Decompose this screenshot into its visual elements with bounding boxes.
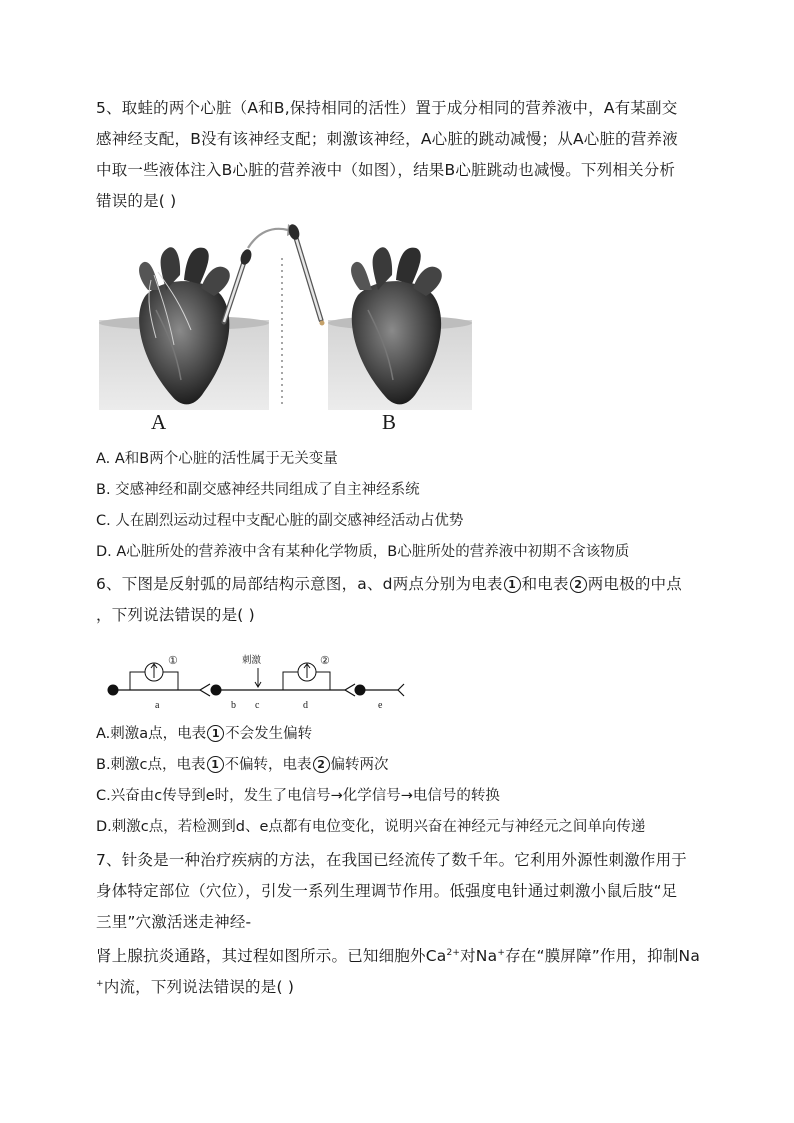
q6-option-b-text: 不偏转，电表: [224, 757, 312, 773]
q6-text-part: 6、下图是反射弧的局部结构示意图，a、d两点分别为电表: [96, 575, 503, 593]
dropper-left: [224, 248, 253, 322]
synapse-3-icon: [398, 684, 404, 696]
circled-number-1: 1: [207, 756, 224, 773]
na-superscript: +: [497, 948, 506, 958]
point-e-label: e: [378, 700, 383, 711]
q6-text-part: 和电表: [521, 575, 569, 593]
q7-text-part: 存在“膜屏障”作用，抑制Na: [505, 947, 701, 966]
question-5-line-4: 错误的是( ): [96, 192, 177, 210]
point-b-label: b: [231, 700, 236, 711]
question-7-line-4: [96, 938, 700, 972]
ca-superscript: 2+: [446, 948, 461, 958]
question-6-line-1: [96, 569, 700, 600]
q6-option-b-text: 偏转两次: [330, 757, 389, 773]
q7-text-part: 内流，下列说法错误的是( ): [103, 978, 295, 997]
meter-1-label: ①: [168, 655, 178, 667]
transfer-arrow: [248, 229, 288, 248]
q6-option-b: [96, 755, 389, 775]
q5-option-b: B. 交感神经和副交感神经共同组成了自主神经系统: [96, 482, 420, 498]
q7-text-part: 肾上腺抗炎通路，其过程如图所示。已知细胞外Ca: [96, 947, 447, 966]
q6-option-a-text: 不会发生偏转: [225, 726, 313, 742]
q6-option-d: D.刺激c点，若检测到d、e点都有电位变化，说明兴奋在神经元与神经元之间单向传递: [96, 819, 646, 835]
question-7-line-5: [96, 969, 700, 1003]
na-superscript: +: [96, 979, 104, 989]
q7-text-part: 对Na: [460, 947, 498, 966]
figure-label-a: A: [151, 410, 167, 434]
synapse-1-icon: [200, 684, 210, 696]
reflex-arc-diagram: [100, 650, 410, 712]
question-7-line-2: 身体特定部位（穴位），引发一系列生理调节作用。低强度电针通过刺激小鼠后肢“足: [96, 882, 678, 900]
circled-number-2: 2: [570, 576, 587, 593]
meter-2-label: ②: [320, 655, 330, 667]
question-5-line-2: 感神经支配，B没有该神经支配；刺激该神经，A心脏的跳动减慢；从A心脏的营养液: [96, 130, 678, 148]
q6-option-b-text: B.刺激c点，电表: [96, 757, 206, 773]
question-7-line-1: 7、针灸是一种治疗疾病的方法，在我国已经流传了数千年。它利用外源性刺激作用于: [96, 851, 687, 869]
point-a-label: a: [155, 700, 160, 711]
question-6-line-2: ，下列说法错误的是( ): [96, 606, 255, 624]
dropper-right: [287, 223, 325, 326]
question-5-line-3: 中取一些液体注入B心脏的营养液中（如图），结果B心脏跳动也减慢。下列相关分析: [96, 161, 676, 179]
q5-option-c: C. 人在剧烈运动过程中支配心脏的副交感神经活动占优势: [96, 513, 464, 529]
circled-number-2: 2: [313, 756, 330, 773]
q5-option-d: D. A心脏所处的营养液中含有某种化学物质，B心脏所处的营养液中初期不含该物质: [96, 544, 630, 560]
circled-number-1: 1: [504, 576, 521, 593]
synapse-2-icon: [345, 684, 355, 696]
q5-option-a: A. A和B两个心脏的活性属于无关变量: [96, 451, 338, 467]
point-c-label: c: [255, 700, 260, 711]
heart-transfer-figure: [96, 220, 476, 410]
q6-text-part: 两电极的中点: [587, 575, 682, 593]
q6-option-a-text: A.刺激a点，电表: [96, 726, 207, 742]
circled-number-1: 1: [207, 725, 224, 742]
point-d-label: d: [303, 700, 308, 711]
question-7-line-3: 三里”穴激活迷走神经-: [96, 913, 252, 931]
q6-option-a: [96, 724, 312, 744]
figure-label-b: B: [382, 410, 397, 434]
question-5-line-1: 5、取蛙的两个心脏（A和B,保持相同的活性）置于成分相同的营养液中，A有某副交: [96, 99, 678, 117]
q6-option-c: C.兴奋由c传导到e时，发生了电信号→化学信号→电信号的转换: [96, 788, 500, 804]
stimulus-label: 刺激: [242, 655, 262, 666]
